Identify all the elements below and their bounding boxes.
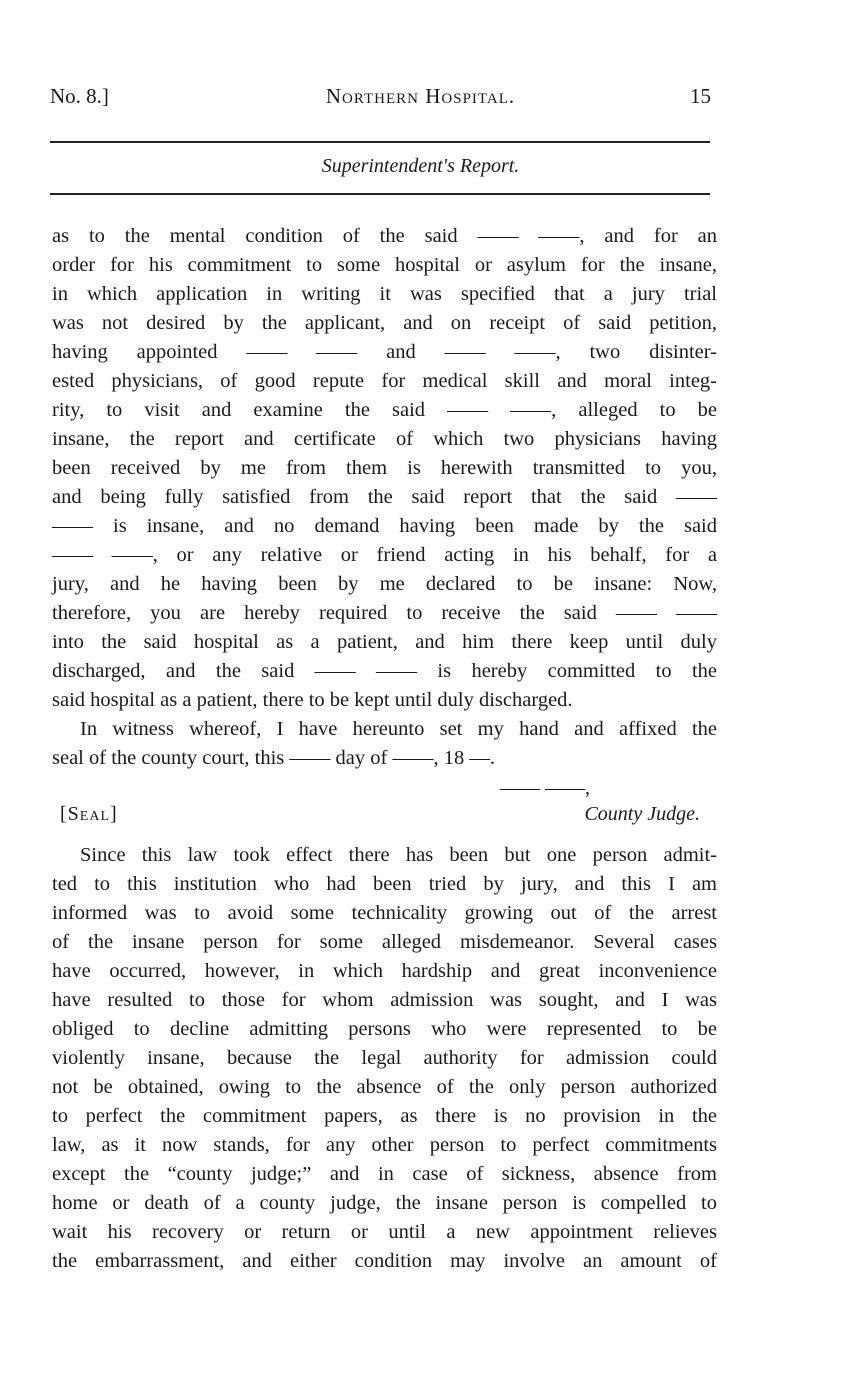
text-line: into the said hospital as a patient, and him there keep until duly <box>52 631 717 653</box>
text-line: as to the mental condition of the said —— ——, and for an <box>52 225 717 247</box>
text-line: to perfect the commitment papers, as there is no provision in the <box>52 1105 717 1127</box>
text-line: been received by me from them is herewith transmitted to you, <box>52 457 717 479</box>
text-line: discharged, and the said —— —— is hereby committed to the <box>52 660 717 682</box>
text-line: In witness whereof, I have hereunto set my hand and affixed the <box>80 718 717 740</box>
text-line: said hospital as a patient, there to be kept until duly discharged. <box>52 689 573 711</box>
text-line: law, as it now stands, for any other person to perfect commitments <box>52 1134 717 1156</box>
text-line: except the “county judge;” and in case of sickness, absence from <box>52 1163 717 1185</box>
text-line: —— ——, or any relative or friend acting in his behalf, for a <box>52 544 717 566</box>
text-line: and being fully satisfied from the said report that the said —— <box>52 486 717 508</box>
report-text <box>52 841 717 1276</box>
header-rule <box>50 141 710 143</box>
text-line: of the insane person for some alleged misdemeanor. Several cases <box>52 931 717 953</box>
form-text <box>52 222 717 773</box>
text-line: —— is insane, and no demand having been made by the said <box>52 515 717 537</box>
county-judge-label: County Judge. <box>584 803 700 825</box>
text-line: jury, and he having been by me declared to be insane: Now, <box>52 573 717 595</box>
text-line: informed was to avoid some technicality growing out of the arrest <box>52 902 717 924</box>
text-line: wait his recovery or return or until a new appointment relieves <box>52 1221 717 1243</box>
section-subtitle: Superintendent's Report. <box>321 155 520 177</box>
seal-and-signature <box>60 803 700 833</box>
text-line: order for his commitment to some hospital or asylum for the insane, <box>52 254 717 276</box>
seal-label: [Seal] <box>60 803 118 825</box>
text-line: have occurred, however, in which hardship and great inconvenience <box>52 960 717 982</box>
text-line: home or death of a county judge, the insane person is compelled to <box>52 1192 717 1214</box>
running-header <box>0 84 841 114</box>
document-number: No. 8.] <box>50 84 109 108</box>
text-line: was not desired by the applicant, and on receipt of said petition, <box>52 312 717 334</box>
text-line: insane, the report and certificate of which two physicians having <box>52 428 717 450</box>
text-line: ted to this institution who had been tried by jury, and this I am <box>52 873 717 895</box>
text-line: therefore, you are hereby required to receive the said —— —— <box>52 602 717 624</box>
text-line: rity, to visit and examine the said —— ——, alleged to be <box>52 399 717 421</box>
text-line: Since this law took effect there has been but one person admit- <box>80 844 717 866</box>
signature-line: —— ——, <box>500 777 590 799</box>
page-number: 15 <box>690 84 711 108</box>
text-line: having appointed —— —— and —— ——, two disinter- <box>52 341 717 363</box>
text-line: seal of the county court, this —— day of ——, 18 —. <box>52 747 495 769</box>
text-line: the embarrassment, and either condition may involve an amount of <box>52 1250 717 1272</box>
text-line: have resulted to those for whom admission was sought, and I was <box>52 989 717 1011</box>
text-line: not be obtained, owing to the absence of the only person authorized <box>52 1076 717 1098</box>
text-line: in which application in writing it was specified that a jury trial <box>52 283 717 305</box>
header-title: Northern Hospital. <box>325 84 516 108</box>
text-line: violently insane, because the legal authority for admission could <box>52 1047 717 1069</box>
text-line: ested physicians, of good repute for medical skill and moral integ- <box>52 370 717 392</box>
text-line: obliged to decline admitting persons who were represented to be <box>52 1018 717 1040</box>
subtitle-rule <box>50 193 710 195</box>
